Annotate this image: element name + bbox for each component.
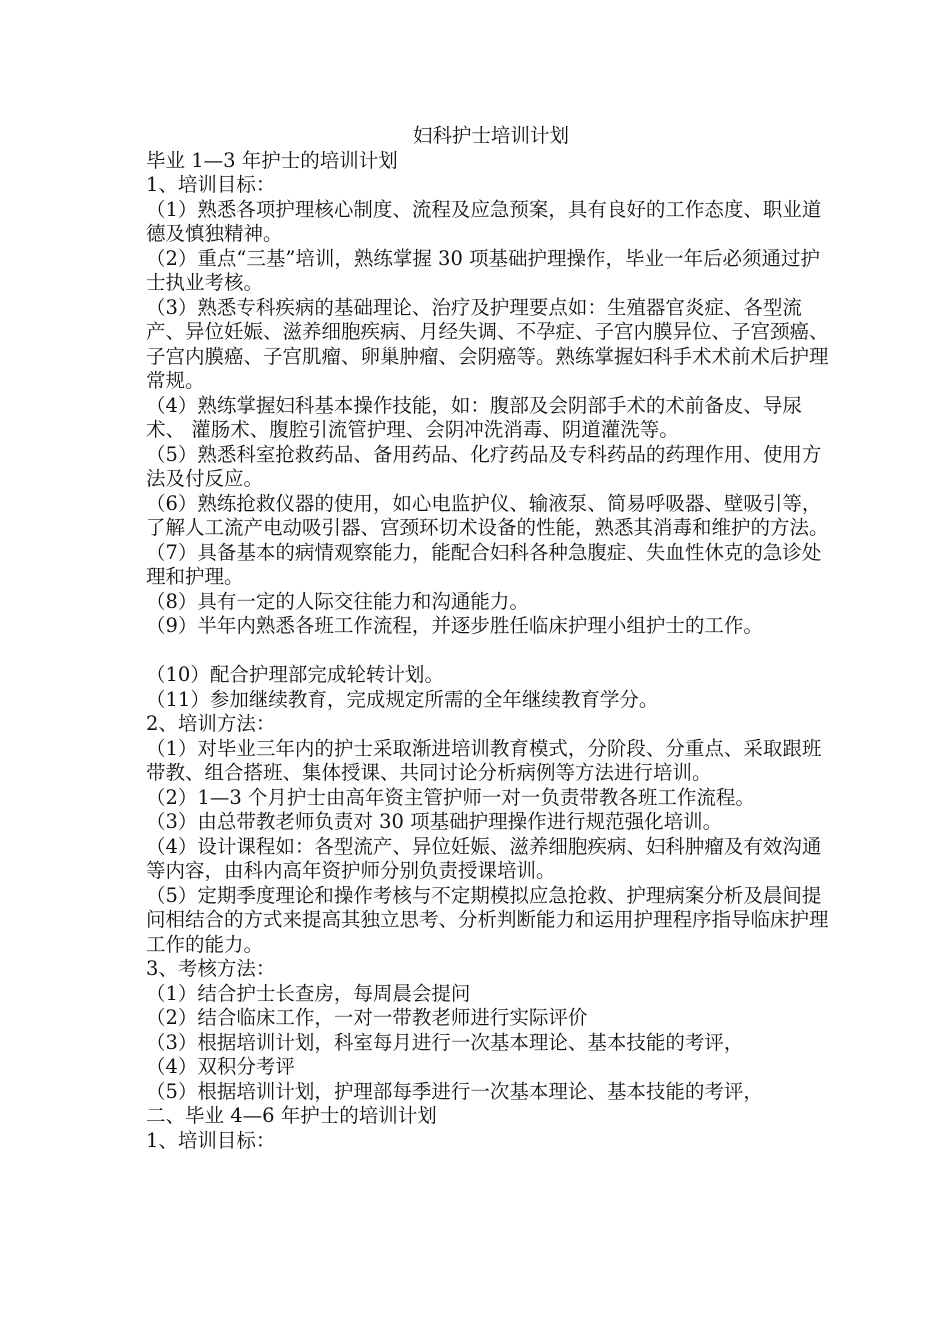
paragraph: （5）根据培训计划，护理部每季进行一次基本理论、基本技能的考评， <box>146 1079 763 1103</box>
subsection-heading: 2、培训方法： <box>146 712 276 735</box>
paragraph: （7）具备基本的病情观察能力，能配合妇科各种急腹症、失血性休克的急诊处理和护理。 <box>146 540 822 588</box>
blank-line <box>146 639 836 664</box>
section-heading: 毕业 1—3 年护士的培训计划 <box>146 148 398 172</box>
paragraph: （3）由总带教老师负责对 30 项基础护理操作进行规范强化培训。 <box>146 810 723 833</box>
document-title: 妇科护士培训计划 <box>412 124 569 147</box>
paragraph: （10）配合护理部完成轮转计划。 <box>146 663 444 686</box>
paragraph: （3）根据培训计划，科室每月进行一次基本理论、基本技能的考评， <box>146 1030 744 1054</box>
paragraph: （2）结合临床工作，一对一带教老师进行实际评价 <box>146 1006 588 1029</box>
subsection-heading: 3、考核方法： <box>146 957 276 980</box>
paragraph: （1）熟悉各项护理核心制度、流程及应急预案，具有良好的工作态度、职业道 德及慎独精神。 <box>146 197 822 245</box>
subsection-heading: 1、培训目标： <box>146 1128 276 1152</box>
paragraph: （1）对毕业三年内的护士采取渐进培训教育模式，分阶段、分重点、采取跟班带教、组合搭班、集体授课、共同讨论分析病例等方法进行培训。 <box>146 736 822 784</box>
paragraph: （4）设计课程如：各型流产、异位妊娠、滋养细胞疾病、妇科肿瘤及有效沟通等内容，由科内高年资护师分别负责授课培训。 <box>146 834 822 882</box>
paragraph: （5）熟悉科室抢救药品、备用药品、化疗药品及专科药品的药理作用、使用方法及付反应。 <box>146 442 822 490</box>
paragraph: （2）重点“三基”培训，熟练掌握 30 项基础护理操作，毕业一年后必须通过护士执业考核。 <box>146 246 821 294</box>
paragraph: （9）半年内熟悉各班工作流程，并逐步胜任临床护理小组护士的工作。 <box>146 614 763 637</box>
paragraph: （5）定期季度理论和操作考核与不定期模拟应急抢救、护理病案分析及晨间提问相结合的方式来提高其独立思考、分析判断能力和运用护理程序指导临床护理工作的能力。 <box>146 883 829 956</box>
document-page <box>146 124 836 1153</box>
paragraph: （2）1—3 个月护士由高年资主管护师一对一负责带教各班工作流程。 <box>146 785 755 809</box>
section-heading: 二、毕业 4—6 年护士的培训计划 <box>146 1104 437 1127</box>
paragraph: （8）具有一定的人际交往能力和沟通能力。 <box>146 589 529 613</box>
paragraph: （11）参加继续教育，完成规定所需的全年继续教育学分。 <box>146 687 659 711</box>
paragraph: （4）双积分考评 <box>146 1055 295 1078</box>
paragraph: （4）熟练掌握妇科基本操作技能，如：腹部及会阴部手术的术前备皮、导尿术、 灌肠术、腹腔引流管护理、会阴冲洗消毒、阴道灌洗等。 <box>146 393 802 441</box>
paragraph: （3）熟悉专科疾病的基础理论、治疗及护理要点如：生殖器官炎症、各型流产、异位妊娠、滋养细胞疾病、月经失调、不孕症、子宫内膜异位、子宫颈癌、子宫内膜癌、子宫肌瘤、卵巢肿瘤、会阴癌等。熟练掌握妇科手术术前术后护理常规。 <box>146 295 829 392</box>
paragraph: （1）结合护士长查房，每周晨会提问 <box>146 981 471 1005</box>
subsection-heading: 1、培训目标： <box>146 173 276 196</box>
paragraph: （6）熟练抢救仪器的使用，如心电监护仪、输液泵、简易呼吸器、壁吸引等，了解人工流产电动吸引器、宫颈环切术设备的性能，熟悉其消毒和维护的方法。 <box>146 491 829 539</box>
